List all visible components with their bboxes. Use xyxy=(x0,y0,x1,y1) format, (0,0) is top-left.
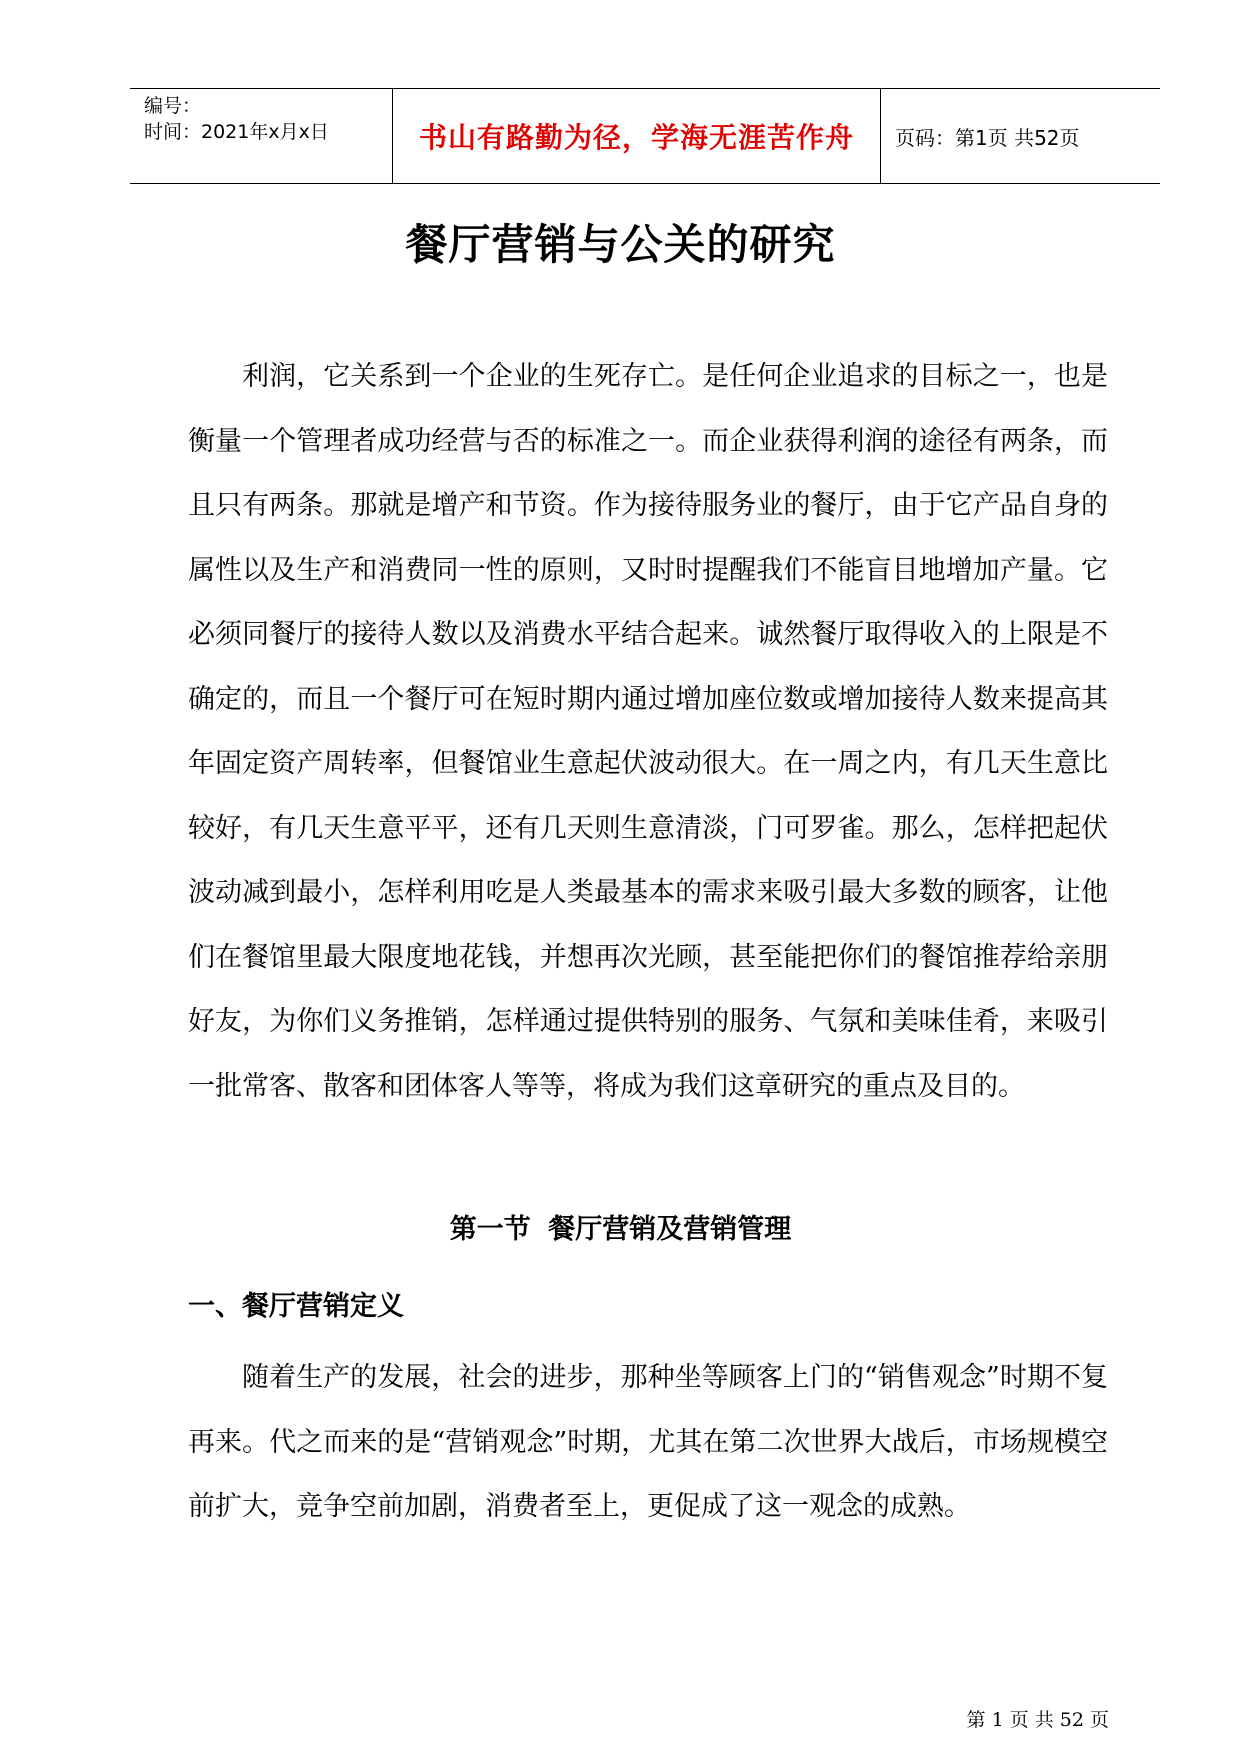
page-info-cell xyxy=(881,89,1160,183)
header-meta-cell xyxy=(130,89,393,183)
motto-text: 书山有路勤为径，学海无涯苦作舟 xyxy=(418,121,854,154)
definition-paragraph: 随着生产的发展，社会的进步，那种坐等顾客上门的“销售观念”时期不复再来。代之而来的是“营销观念”时期，尤其在第二次世界大战后，市场规模空前扩大，竞争空前加剧，消费者至上，更促成了这一观念的成熟。 xyxy=(188,1362,1108,1522)
time-label: 时间：2021年x月x日 xyxy=(144,121,329,143)
intro-paragraph: 利润，它关系到一个企业的生死存亡。是任何企业追求的目标之一，也是衡量一个管理者成功经营与否的标准之一。而企业获得利润的途径有两条，而且只有两条。那就是增产和节资。作为接待服务业的餐厅，由于它产品自身的属性以及生产和消费同一性的原则，又时时提醒我们不能盲目地增加产量。它必须同餐厅的接待人数以及消费水平结合起来。诚然餐厅取得收入的上限是不确定的，而且一个餐厅可在短时期内通过增加座位数或增加接待人数来提高其年固定资产周转率，但餐馆业生意起伏波动很大。在一周之内，有几天生意比较好，有几天生意平平，还有几天则生意清淡，门可罗雀。那么，怎样把起伏波动减到最小，怎样利用吃是人类最基本的需求来吸引最大多数的顾客，让他们在餐馆里最大限度地花钱，并想再次光顾，甚至能把你们的餐馆推荐给亲朋好友，为你们义务推销，怎样通过提供特别的服务、气氛和美味佳肴，来吸引一批常客、散客和团体客人等等，将成为我们这章研究的重点及目的。 xyxy=(188,361,1108,1102)
number-label: 编号： xyxy=(144,95,202,117)
header-page-info: 页码：第1页 共52页 xyxy=(895,125,1080,150)
document-header xyxy=(130,88,1160,184)
page-footer: 第 1 页 共 52 页 xyxy=(966,1709,1109,1731)
motto-cell xyxy=(393,89,881,183)
document-title: 餐厅营销与公关的研究 xyxy=(405,220,836,269)
intro-paragraph-block xyxy=(188,345,1108,1119)
subsection-heading: 一、餐厅营销定义 xyxy=(188,1291,404,1322)
definition-paragraph-block xyxy=(188,1346,1108,1540)
section-heading: 第一节 餐厅营销及营销管理 xyxy=(449,1214,792,1245)
